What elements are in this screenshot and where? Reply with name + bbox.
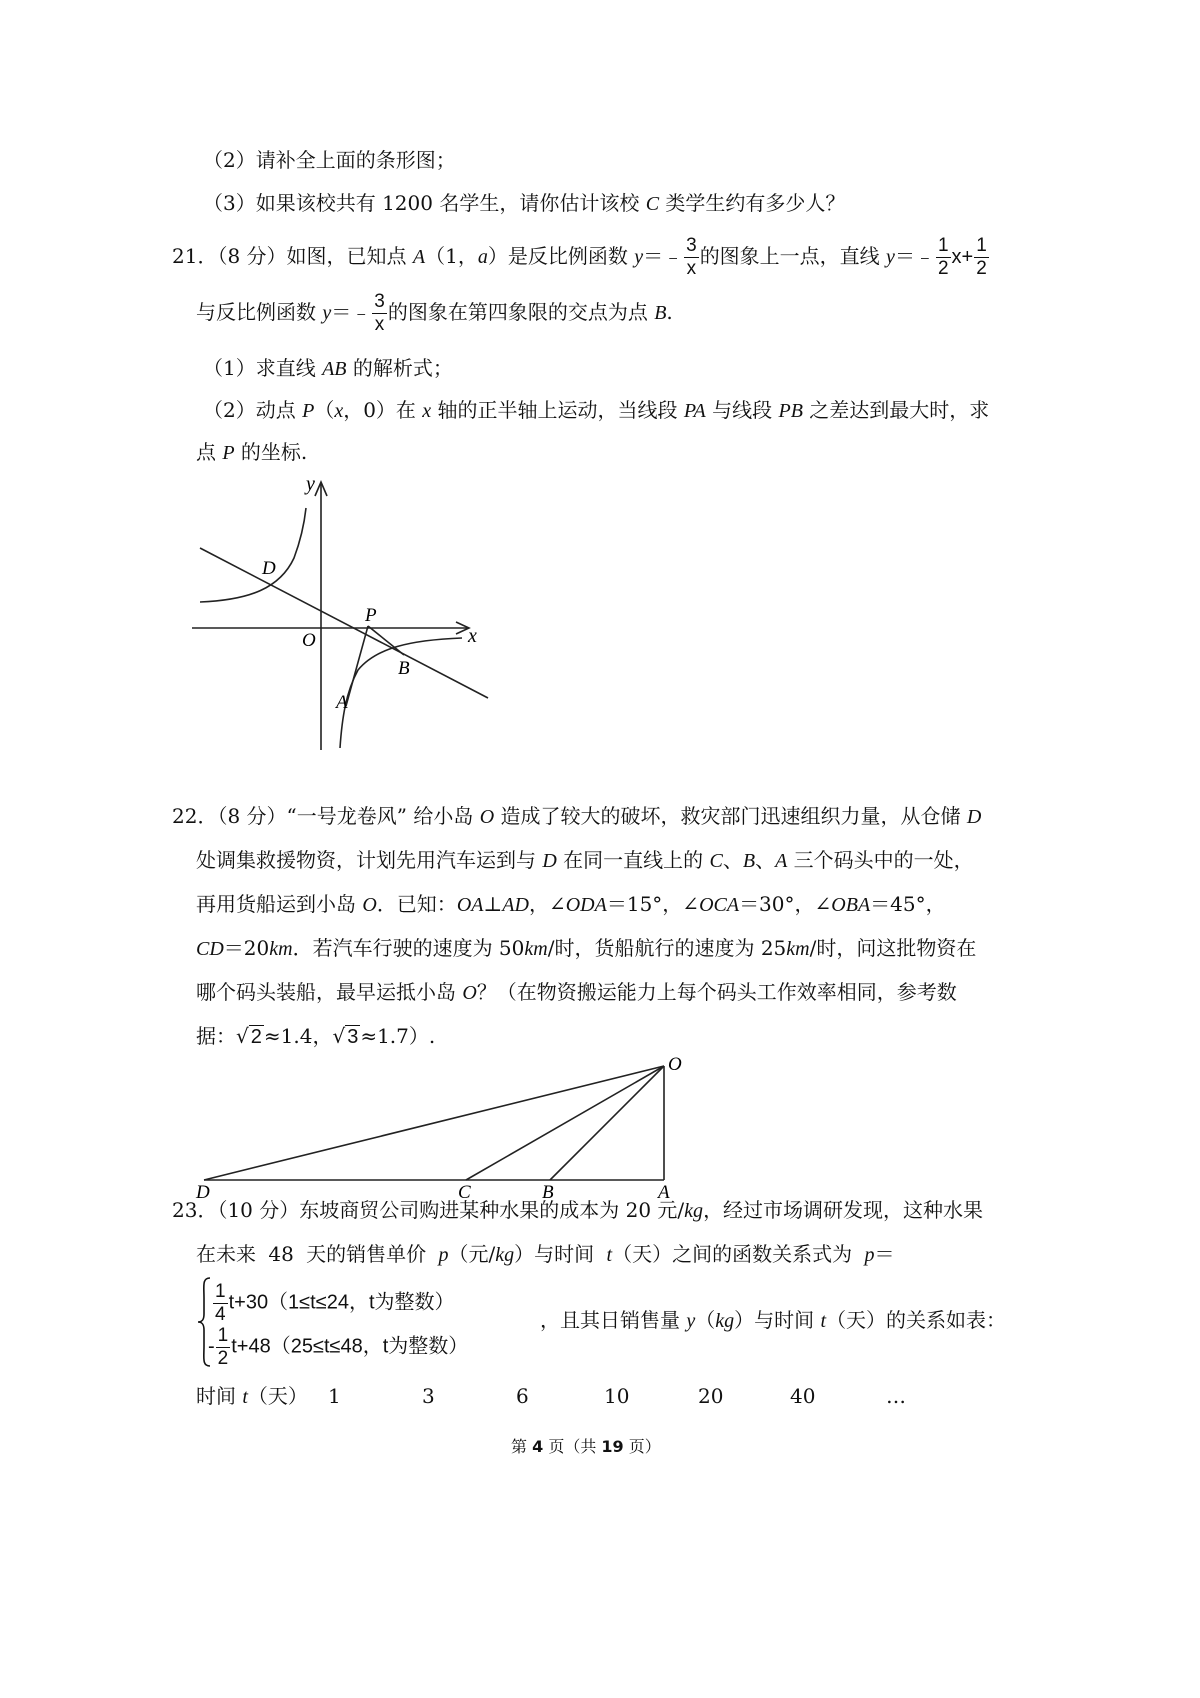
figure-hyperbola-graph — [180, 470, 510, 760]
q21-sub2-cont: 点 P 的坐标. — [196, 440, 308, 464]
fraction-1-over-2-b: $\frac{1}{2}$ — [976, 235, 987, 279]
fraction-1-over-4: $\frac{1}{4}$ — [215, 1281, 226, 1325]
table-header-time: 时间 t（天） — [196, 1384, 308, 1408]
fraction-1-over-2: $\frac{1}{2}$ — [937, 235, 949, 279]
label-y: y — [306, 473, 315, 495]
hyperbola-branch-right — [340, 638, 462, 748]
segment-ob — [550, 1066, 664, 1180]
label-b: B — [398, 658, 410, 679]
q22-line6: 据：√ 2 ≈1.4，√ 3 ≈1.7）. — [196, 1024, 436, 1048]
q20-sub3: （3）如果该校共有 1200 名学生，请你估计该校 C 类学生约有多少人？ — [203, 191, 846, 215]
q22-line5: 哪个码头装船，最早运抵小岛 O？（在物资搬运能力上每个码头工作效率相同，参考数 — [196, 980, 957, 1004]
hyperbola-branch-left — [200, 508, 306, 602]
table-cell: 10 — [604, 1384, 630, 1408]
label-p: P — [365, 605, 377, 626]
q22-line3: 再用货船运到小岛 O．已知：OA⊥AD，∠ODA＝15°，∠OCA＝30°，∠OBA＝45°， — [196, 892, 946, 916]
line-db — [200, 548, 488, 698]
q21-line1: 21．（8 分）如图，已知点 A（1，a）是反比例函数 y＝﹣ $\frac{3}{x}$ 的图象上一点，直线 y＝﹣ $\frac{1}{2}$ x+ $\frac{1}{2}$ — [172, 235, 987, 279]
piecewise-case-2: - $\frac{1}{2}$ t+48（25≤t≤48，t为整数） — [208, 1325, 469, 1369]
q23-line2: 在未来 48 天的销售单价 p（元/kg）与时间 t（天）之间的函数关系式为 p＝ — [196, 1242, 895, 1266]
q23-after-piecewise: ，且其日销售量 y（kg）与时间 t（天）的关系如表： — [540, 1308, 1007, 1332]
label-o2: O — [668, 1054, 682, 1075]
segment-od — [204, 1066, 664, 1180]
segment-pa — [346, 626, 368, 706]
label-b2: B — [542, 1182, 554, 1203]
q22-line1: 22．（8 分）“一号龙卷风” 给小岛 O 造成了较大的破坏，救灾部门迅速组织力量，从仓储 D — [172, 804, 982, 828]
table-cell: 1 — [328, 1384, 341, 1408]
segment-oc — [466, 1066, 664, 1180]
label-d2: D — [196, 1182, 210, 1203]
piecewise-case-1: $\frac{1}{4}$ t+30（1≤t≤24，t为整数） — [215, 1281, 455, 1325]
q23-line1: 23．（10 分）东坡商贸公司购进某种水果的成本为 20 元/kg，经过市场调研发现，这种水果 — [172, 1198, 984, 1222]
label-c2: C — [458, 1182, 471, 1203]
q21-sub2: （2）动点 P（x，0）在 x 轴的正半轴上运动，当线段 PA 与线段 PB 之差达到最大时，求 — [203, 398, 990, 422]
label-d: D — [262, 558, 276, 579]
table-cell: 3 — [422, 1384, 435, 1408]
page-footer: 第 4 页（共 19 页） — [511, 1437, 661, 1456]
label-o: O — [302, 630, 316, 651]
q22-line2: 处调集救援物资，计划先用汽车运到与 D 在同一直线上的 C、B、A 三个码头中的一处， — [196, 848, 974, 872]
label-a2: A — [658, 1182, 670, 1203]
fraction-1-over-2-c: $\frac{1}{2}$ — [217, 1325, 229, 1369]
q21-line2: 与反比例函数 y＝﹣ $\frac{3}{x}$ 的图象在第四象限的交点为点 B. — [196, 291, 673, 335]
table-cell: … — [886, 1384, 906, 1408]
figure-triangle-docks — [190, 1052, 710, 1203]
fraction-3-over-x: $\frac{3}{x}$ — [686, 235, 697, 279]
table-cell: 6 — [516, 1384, 529, 1408]
label-a: A — [336, 692, 348, 713]
label-x: x — [468, 625, 477, 647]
fraction-3-over-x-b: $\frac{3}{x}$ — [374, 291, 385, 335]
table-cell: 40 — [790, 1384, 816, 1408]
table-cell: 20 — [698, 1384, 724, 1408]
sqrt-2: √ 2 — [236, 1024, 262, 1048]
q22-line4: CD＝20km．若汽车行驶的速度为 50km/时，货船航行的速度为 25km/时，问这批物资在 — [196, 936, 977, 960]
sqrt-3: √ 3 — [332, 1024, 359, 1048]
q21-sub1: （1）求直线 AB 的解析式； — [203, 356, 453, 380]
q20-sub2: （2）请补全上面的条形图； — [203, 148, 456, 172]
